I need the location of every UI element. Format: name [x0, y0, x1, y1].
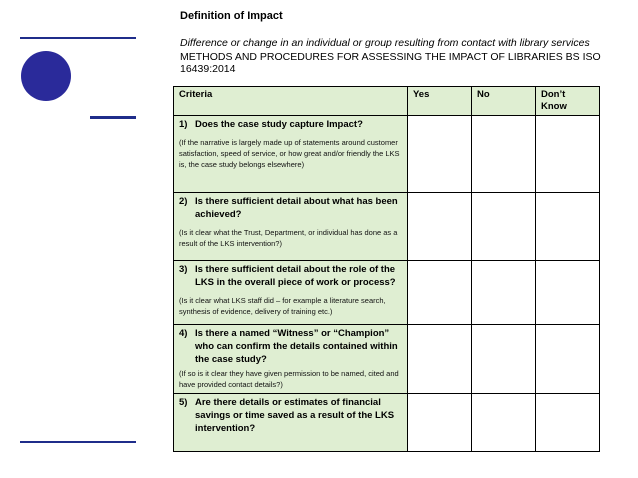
criteria-header: Criteria	[174, 87, 408, 116]
no-cell[interactable]	[472, 116, 536, 193]
question-number: 4)	[179, 328, 188, 339]
criteria-cell	[174, 116, 408, 193]
table-header-row	[174, 87, 600, 116]
question-note: (If so is it clear they have given permission to be named, cited and have provided contact details?)	[179, 369, 399, 389]
question-number: 1)	[179, 119, 188, 130]
question-text: Does the case study capture Impact?	[195, 119, 363, 130]
table-row	[174, 193, 600, 261]
table-row	[174, 394, 600, 452]
yes-cell[interactable]	[408, 325, 472, 394]
yes-cell[interactable]	[408, 394, 472, 452]
criteria-cell	[174, 394, 408, 452]
dont-know-cell[interactable]	[536, 394, 600, 452]
yes-cell[interactable]	[408, 193, 472, 261]
impact-definition: Difference or change in an individual or group resulting from contact with library services	[180, 37, 590, 49]
middle-left-line	[90, 116, 136, 119]
question-number: 2)	[179, 196, 188, 207]
question-text: Is there sufficient detail about the role of the LKS in the overall piece of work or process?	[195, 264, 396, 288]
question-note: (Is it clear what LKS staff did – for example a literature search, synthesis of evidence, delivery of training etc.)	[179, 296, 386, 316]
question-text: Is there a named “Witness” or “Champion” who can confirm the details contained within the case study?	[195, 328, 398, 365]
question-note: (Is it clear what the Trust, Department, or individual has done as a result of the LKS intervention?)	[179, 228, 398, 248]
criteria-table	[173, 86, 600, 452]
criteria-cell	[174, 261, 408, 325]
dont-know-cell[interactable]	[536, 116, 600, 193]
top-left-line	[20, 37, 136, 39]
dont-know-cell[interactable]	[536, 261, 600, 325]
no-cell[interactable]	[472, 261, 536, 325]
question-number: 3)	[179, 264, 188, 275]
bottom-left-line	[20, 441, 136, 443]
standard-reference: METHODS AND PROCEDURES FOR ASSESSING THE IMPACT OF LIBRARIES BS ISO 16439:2014	[180, 51, 601, 75]
yes-header: Yes	[408, 87, 472, 116]
dont-know-header	[536, 87, 600, 116]
criteria-cell	[174, 193, 408, 261]
criteria-cell	[174, 325, 408, 394]
table-row	[174, 116, 600, 193]
dont-know-cell[interactable]	[536, 325, 600, 394]
no-cell[interactable]	[472, 394, 536, 452]
question-text: Are there details or estimates of financial savings or time saved as a result of the LKS intervention?	[195, 397, 395, 434]
yes-cell[interactable]	[408, 116, 472, 193]
no-header: No	[472, 87, 536, 116]
table-row	[174, 325, 600, 394]
no-cell[interactable]	[472, 193, 536, 261]
question-number: 5)	[179, 397, 188, 408]
dont-know-header-text: Don’t Know	[541, 89, 567, 112]
dont-know-cell[interactable]	[536, 193, 600, 261]
yes-cell[interactable]	[408, 261, 472, 325]
blue-circle	[21, 51, 71, 101]
table-row	[174, 261, 600, 325]
no-cell[interactable]	[472, 325, 536, 394]
question-note: (If the narrative is largely made up of statements around customer satisfaction, speed of service, or how great and/or friendly the LKS is, the case study belongs elsewhere)	[179, 138, 400, 169]
question-text: Is there sufficient detail about what has been achieved?	[195, 196, 398, 220]
page-title: Definition of Impact	[180, 10, 283, 22]
